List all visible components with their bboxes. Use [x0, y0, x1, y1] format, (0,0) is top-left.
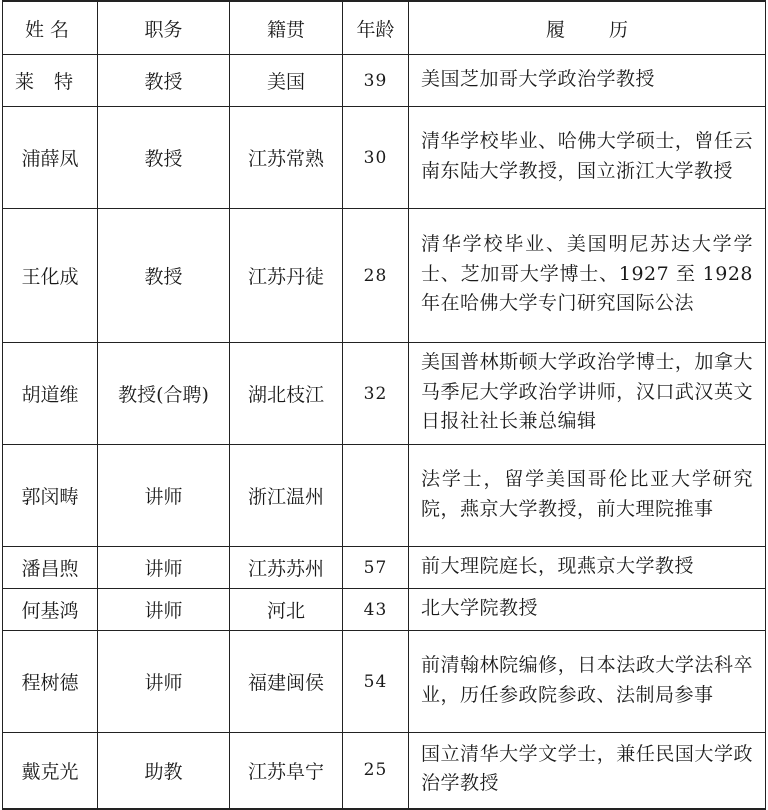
- cell-resume: 国立清华大学文学士，兼任民国大学政治学教授: [409, 733, 766, 809]
- cell-name: 浦薛凤: [3, 107, 98, 209]
- cell-name: 王化成: [3, 209, 98, 343]
- table-row: [3, 631, 766, 733]
- cell-origin: 湖北枝江: [230, 343, 343, 445]
- header-row: [3, 1, 766, 55]
- cell-resume: 清华学校毕业、哈佛大学硕士，曾任云南东陆大学教授，国立浙江大学教授: [409, 107, 766, 209]
- table-row: [3, 547, 766, 589]
- cell-origin: 河北: [230, 589, 343, 631]
- header-position: 职务: [98, 1, 230, 55]
- cell-age: 28: [343, 209, 409, 343]
- cell-age: 39: [343, 55, 409, 107]
- cell-origin: 江苏丹徒: [230, 209, 343, 343]
- table-row: [3, 445, 766, 547]
- cell-origin: 江苏苏州: [230, 547, 343, 589]
- table-row: [3, 209, 766, 343]
- cell-origin: 美国: [230, 55, 343, 107]
- table-row: [3, 343, 766, 445]
- cell-position: 讲师: [98, 589, 230, 631]
- cell-resume: 法学士，留学美国哥伦比亚大学研究院，燕京大学教授，前大理院推事: [409, 445, 766, 547]
- table-row: [3, 733, 766, 809]
- cell-name: 郭闵畴: [3, 445, 98, 547]
- header-origin: 籍贯: [230, 1, 343, 55]
- cell-resume: 美国芝加哥大学政治学教授: [409, 55, 766, 107]
- cell-position: 助教: [98, 733, 230, 809]
- cell-position: 讲师: [98, 445, 230, 547]
- header-age: 年龄: [343, 1, 409, 55]
- cell-resume: 前大理院庭长，现燕京大学教授: [409, 547, 766, 589]
- header-name: 姓名: [3, 1, 98, 55]
- cell-origin: 江苏阜宁: [230, 733, 343, 809]
- table-row: [3, 589, 766, 631]
- cell-position: 教授: [98, 209, 230, 343]
- cell-name: 潘昌煦: [3, 547, 98, 589]
- faculty-table-container: [2, 0, 766, 810]
- cell-resume: 美国普林斯顿大学政治学博士，加拿大马季尼大学政治学讲师，汉口武汉英文日报社社长兼总编辑: [409, 343, 766, 445]
- header-resume-char-a: 履: [545, 18, 565, 41]
- cell-position: 讲师: [98, 547, 230, 589]
- cell-position: 教授: [98, 55, 230, 107]
- cell-origin: 福建闽侯: [230, 631, 343, 733]
- cell-position: 教授: [98, 107, 230, 209]
- cell-name: 莱特: [3, 55, 98, 107]
- cell-age: 30: [343, 107, 409, 209]
- cell-age: 25: [343, 733, 409, 809]
- faculty-table: [2, 0, 766, 810]
- cell-position: 讲师: [98, 631, 230, 733]
- header-resume-char-b: 历: [609, 18, 629, 41]
- cell-name: 何基鸿: [3, 589, 98, 631]
- cell-origin: 江苏常熟: [230, 107, 343, 209]
- cell-age: 43: [343, 589, 409, 631]
- cell-age: 32: [343, 343, 409, 445]
- cell-resume: 清华学校毕业、美国明尼苏达大学学士、芝加哥大学博士、1927 至 1928 年在哈佛大学专门研究国际公法: [409, 209, 766, 343]
- cell-resume: 前清翰林院编修，日本法政大学法科卒业，历任参政院参政、法制局参事: [409, 631, 766, 733]
- table-row: [3, 55, 766, 107]
- cell-position: 教授(合聘): [98, 343, 230, 445]
- cell-origin: 浙江温州: [230, 445, 343, 547]
- cell-resume: 北大学院教授: [409, 589, 766, 631]
- cell-name: 胡道维: [3, 343, 98, 445]
- cell-name: 戴克光: [3, 733, 98, 809]
- cell-age: 54: [343, 631, 409, 733]
- header-resume: [409, 1, 766, 55]
- cell-age: [343, 445, 409, 547]
- cell-age: 57: [343, 547, 409, 589]
- table-row: [3, 107, 766, 209]
- cell-name: 程树德: [3, 631, 98, 733]
